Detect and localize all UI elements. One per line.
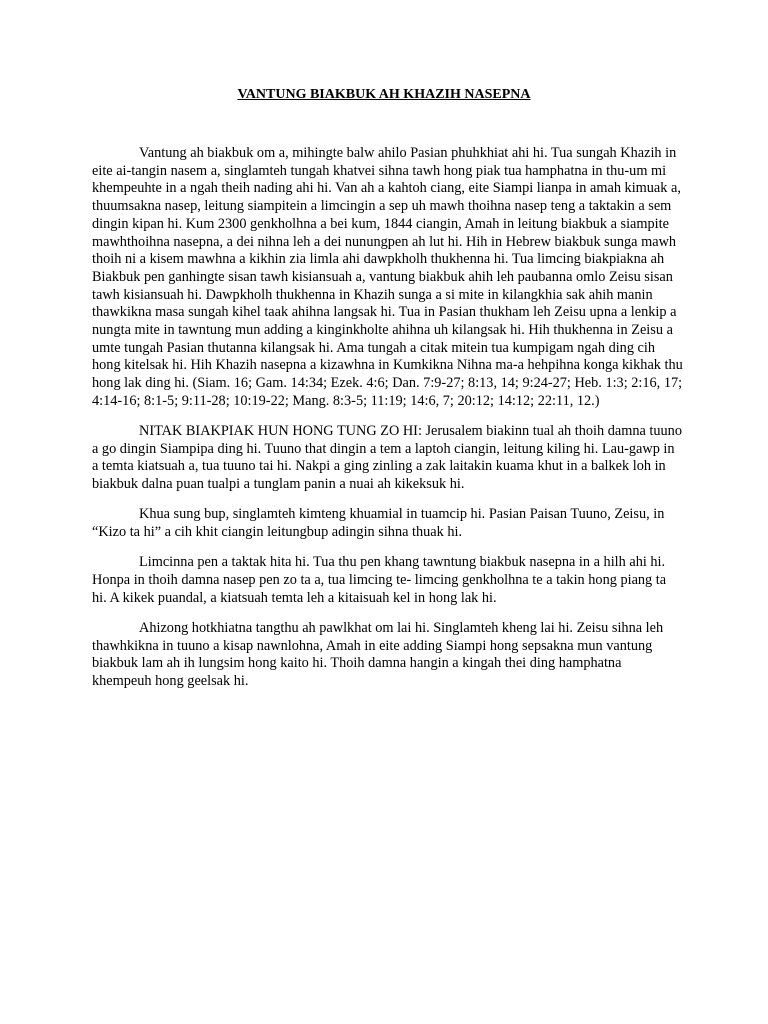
paragraph-4: Limcinna pen a taktak hita hi. Tua thu pen khang tawntung biakbuk nasepna in a hilh ahi hi. Honpa in thoih damna nasep pen zo ta a, tua limcing te- limcing genkholhna te a takin hong piang ta hi. A kikek puandal, a kiatsuah temta leh a kitaisuah kel in hong lak hi.: [92, 554, 667, 606]
paragraph-5: Ahizong hotkhiatna tangthu ah pawlkhat om lai hi. Singlamteh kheng lai hi. Zeisu sihna leh thawhkikna in tuuno a kisap nawnlohna, Amah in eite adding Siampi hong sepsakna mun vantung biakbuk lam ah ih lungsim hong kaito hi. Thoih damna hangin a kingah thei ding hamphatna khempeuh hong geelsak hi.: [92, 619, 664, 689]
paragraph-2: NITAK BIAKPIAK HUN HONG TUNG ZO HI: Jerusalem biakinn tual ah thoih damna tuuno a go dingin Siampipa ding hi. Tuuno that dingin a tem a laptoh ciangin, leitung kiling hi. Lau-gawp in a temta kiatsuah a, tua tuuno tai hi. Nakpi a ging zinling a zak laitakin kuama khut in a balkek loh in biakbuk dalna puan tualpi a tunglam panin a nuai ah kikeksuk hi.: [92, 423, 682, 493]
paragraph-3: Khua sung bup, singlamteh kimteng khuamial in tuamcip hi. Pasian Paisan Tuuno, Zeisu, in “Kizo ta hi” a cih khit ciangin leitungbup adingin sihna thuak hi.: [92, 506, 665, 541]
document-body: [92, 145, 684, 703]
paragraph-1: Vantung ah biakbuk om a, mihingte balw ahilo Pasian phuhkhiat ahi hi. Tua sungah Khazih in eite ai-tangin nasem a, singlamteh tungah khatvei sihna tawh hong piak tua hamphatna in thu-um mi khempeuhte in a ngah theih nading ahi hi. Van ah a kahtoh ciang, eite Siampi lianpa in amah kimuak a, thuumsakna nasep, leitung siampitein a limcingin a sep uh mawh thoihna nasep teng a taktakin a sem dingin kipan hi. Kum 2300 genkholhna a bei kum, 1844 ciangin, Amah in leitung biakbuk a siampite mawhthoihna nasepna, a dei nihna leh a dei nunungpen ah lut hi. Hih in Hebrew biakbuk sunga mawh thoih ni a kisem mawhna a kikhin zia limla ahi dawpkholh thukhenna hi. Tua limcing biakpiakna ah Biakbuk pen ganhingte sisan tawh kisiansuah a, vantung biakbuk ahih leh paubanna omlo Zeisu sisan tawh kisiansuah hi. Dawpkholh thukhenna in Khazih sunga a si mite in kilangkhia sak ahih manin thawkikna masa sungah kihel taak ahihna langsak hi. Tua in Pasian thukham leh Zeisu upna a lenkip a nungta mite in tawntung mun adding a kinginkholte ahihna uh kilangsak hi. Hih thukhenna in Zeisu a umte tungah Pasian thutanna kilangsak hi. Ama tungah a citak mitein tua kumpigam ngah ding cih hong kitelsak hi. Hih Khazih nasepna a kizawhna in Kumkikna Nihna ma-a hehpihna konga kikhak thu hong lak ding hi. (Siam. 16; Gam. 14:34; Ezek. 4:6; Dan. 7:9-27; 8:13, 14; 9:24-27; Heb. 1:3; 2:16, 17; 4:14-16; 8:1-5; 9:11-28; 10:19-22; Mang. 8:3-5; 11:19; 14:6, 7; 20:12; 14:12; 22:11, 12.): [92, 145, 683, 409]
document-title: VANTUNG BIAKBUK AH KHAZIH NASEPNA: [237, 87, 531, 102]
